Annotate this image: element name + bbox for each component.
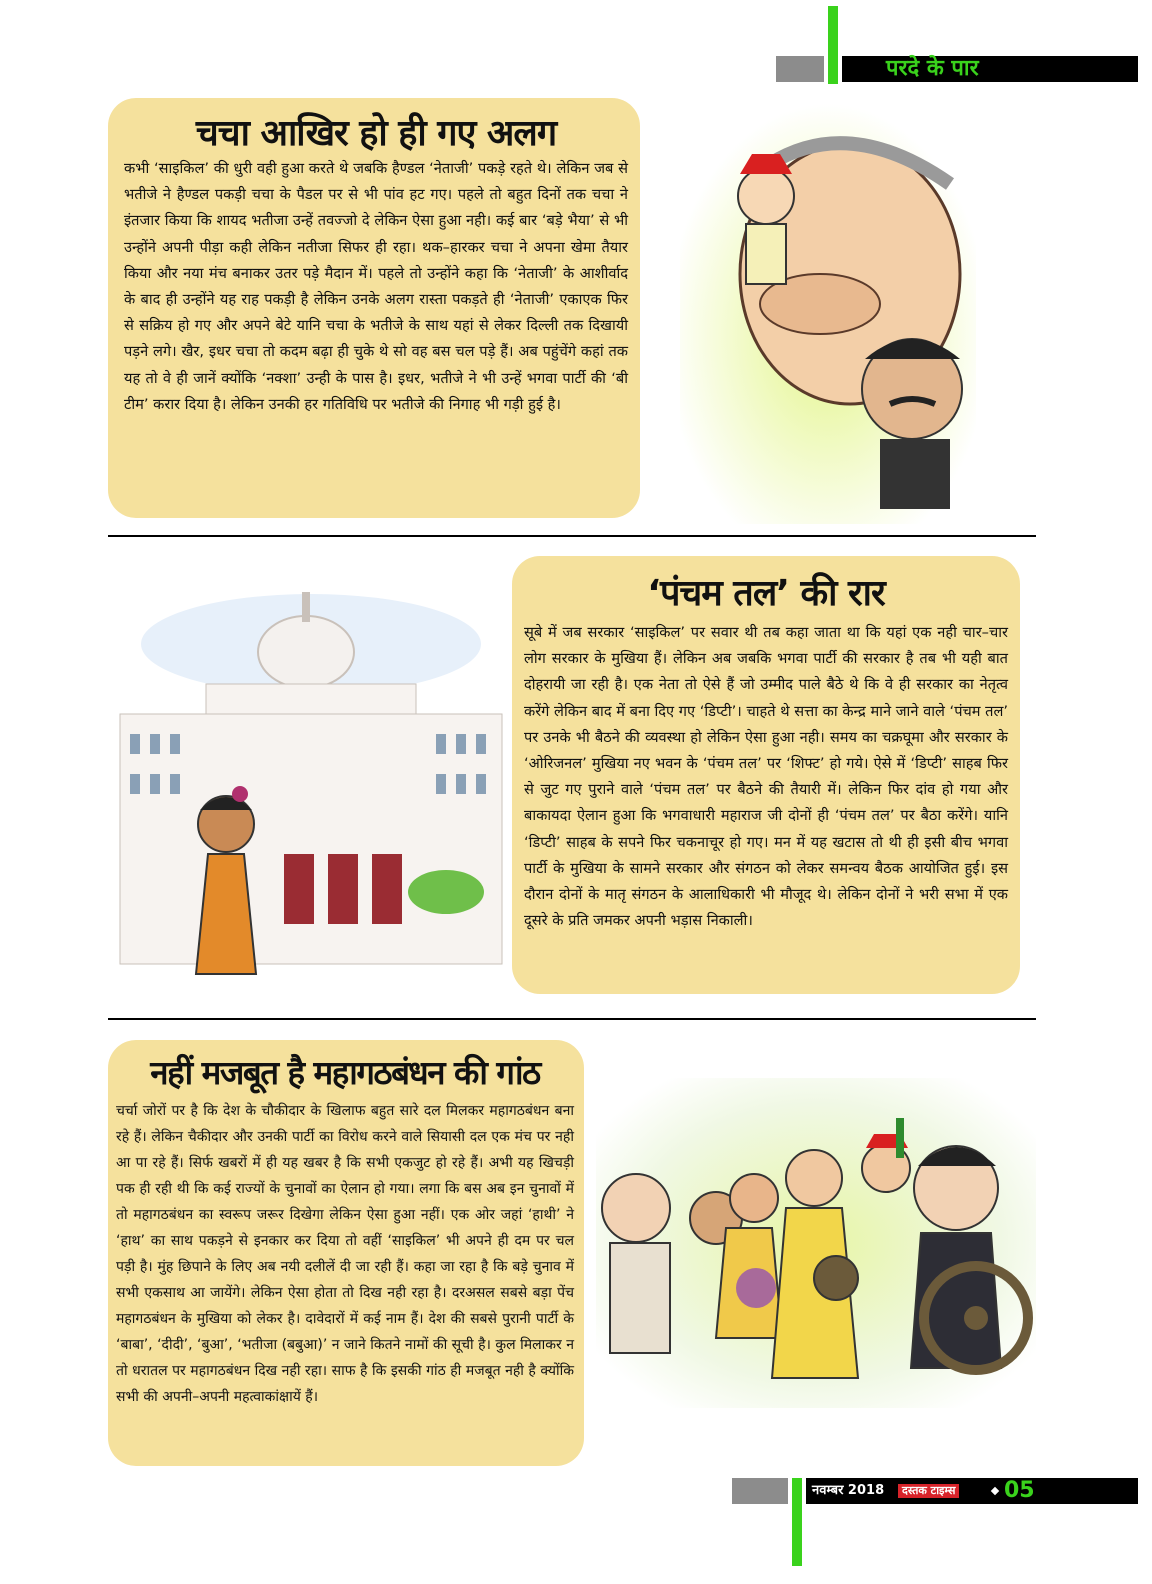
cartoon-illustration-alliance: [596, 1078, 1036, 1408]
article-body: चर्चा जोरों पर है कि देश के चौकीदार के खिलाफ बहुत सारे दल मिलकर महागठबंधन बना रहे हैं। लेकिन चैकीदार और उनकी पार्टी का विरोध करने वाले सियासी दल एक मंच पर नही आ पा रहे हैं। सिर्फ खबरों में ही यह खबर है कि सभी एकजुट हो रहे हैं। अभी यह खिचड़ी पक ही रही थी कि कई राज्यों के चुनावों का ऐलान हो गया। लगा कि बस अब इन चुनावों में तो महागठबंधन का स्वरूप जरूर दिखेगा लेकिन ऐसा हुआ नहीं। एक ओर जहां ‘हाथी’ ने ‘हाथ’ का साथ पकड़ने से इनकार कर दिया तो वहीं ‘साइकिल’ भी अपने ही दम पर चल पड़ी है। मुंह छिपाने के लिए अब नयी दलीलें दी जा रही हैं। कहा जा रहा है कि बड़े चुनाव में सभी एकसाथ आ जायेंगे। लेकिन ऐसा होता तो दिख नही रहा है। दरअसल सबसे बड़ा पेंच महागठबंधन के मुखिया को लेकर है। दावेदारों में कई नाम हैं। देश की सबसे पुरानी पार्टी के ‘बाबा’, ‘दीदी’, ‘बुआ’, ‘भतीजा (बबुआ)’ न जाने कितने नामों की सूची है। कुल मिलाकर न तो धरातल पर महागठबंधन दिख नही रहा। साफ है कि इसकी गांठ ही मजबूत नही है क्योंकि सभी की अपनी–अपनी महत्वाकांक्षायें हैं।: [116, 1103, 574, 1405]
article-card-1: [108, 98, 640, 518]
article-title: नहीं मजबूत है महागठबंधन की गांठ: [150, 1053, 540, 1092]
section-title: परदे के पार: [842, 56, 1138, 82]
bullet-icon: [991, 1487, 999, 1495]
header-green-stripe: [828, 6, 838, 84]
page-number: 05: [1004, 1478, 1035, 1503]
header-gray-block: [776, 56, 824, 82]
divider-2: [108, 1018, 1036, 1020]
article-title: चचा आखिर हो ही गए अलग: [195, 113, 557, 154]
article-body: कभी ‘साइकिल’ की धुरी वही हुआ करते थे जबकि हैण्डल ‘नेताजी’ पकड़े रहते थे। लेकिन जब से भतीजे ने हैण्डल पकड़ी चचा के पैडल पर से भी पांव हट गए। पहले तो बहुत दिनों तक चचा ने इंतजार किया कि शायद भतीजा उन्हें तवज्जो दे लेकिन ऐसा हुआ नही। कई बार ‘बड़े भैया’ से भी उन्होंने अपनी पीड़ा कही लेकिन नतीजा सिफर ही रहा। थक–हारकर चचा ने अपना खेमा तैयार किया और नया मंच बनाकर उतर पड़े मैदान में। पहले तो उन्होंने कहा कि ‘नेताजी’ के आशीर्वाद के बाद ही उन्होंने यह राह पकड़ी है लेकिन उनके अलग रास्ता पकड़ते ही ‘नेताजी’ एकाएक फिर से सक्रिय हो गए और अपने बेटे यानि चचा के भतीजे के साथ यहां से लेकर दिल्ली तक दिखायी पड़ने लगे। खैर, इधर चचा तो कदम बढ़ा ही चुके थे सो वह बस चल पड़े हैं। अब पहुंचेंगे कहां तक यह तो वे ही जानें क्योंकि ‘नक्शा’ उन्ही के पास है। इधर, भतीजे ने भी उन्हें भगवा पार्टी की ‘बी टीम’ करार दिया है। लेकिन उनकी हर गतिविधि पर भतीजे की निगाह भी गड़ी हुई है।: [124, 160, 628, 413]
article-card-2: [512, 556, 1020, 994]
footer-green-stripe: [792, 1478, 802, 1566]
article-title: ‘पंचम तल’ की रार: [647, 573, 885, 614]
article-body: सूबे में जब सरकार ‘साइकिल’ पर सवार थी तब कहा जाता था कि यहां एक नही चार–चार लोग सरकार के मुखिया हैं। लेकिन अब जबकि भगवा पार्टी की सरकार है तब भी यही बात दोहरायी जा रही है। एक नेता तो ऐसे हैं जो उम्मीद पाले बैठे थे कि वे ही सरकार का नेतृत्व करेंगे लेकिन बाद में बना दिए गए ‘डिप्टी’। चाहते थे सत्ता का केन्द्र माने जाने वाले ‘पंचम तल’ पर उनके भी बैठने की व्यवस्था हो लेकिन ऐसा हुआ नही। समय का चक्रघूमा और सरकार के ‘ओरिजनल’ मुखिया नए भवन के ‘पंचम तल’ पर ‘शिफ्ट’ हो गये। ऐसे में ‘डिप्टी’ साहब फिर से जुट गए पुराने वाले ‘पंचम तल’ पर बैठने की तैयारी में। लेकिन फिर दांव हो गया और बाकायदा ऐलान हुआ कि भगवाधारी महाराज जी दोनों ही ‘पंचम तल’ पर बैठा करेंगे। यानि ‘डिप्टी’ साहब के सपने फिर चकनाचूर हो गए। मन में यह खटास तो थी ही इसी बीच भगवा पार्टी के मुखिया के सामने सरकार और संगठन को लेकर समन्वय बैठक आयोजित हुई। इस दौरान दोनों के मातृ संगठन के आलाधिकारी भी मौजूद थे। लेकिन दोनों ने भरी सभा में एक दूसरे के प्रति जमकर अपनी भड़ास निकाली।: [524, 624, 1008, 930]
footer-gray-block: [732, 1478, 788, 1504]
brand-logo: दस्तक टाइम्स: [898, 1484, 959, 1498]
cartoon-illustration-leaders: [680, 104, 976, 524]
issue-date: नवम्बर 2018: [812, 1483, 885, 1498]
building-illustration: [116, 574, 506, 994]
divider-1: [108, 535, 1036, 537]
footer-bar: [806, 1478, 1138, 1504]
article-card-3: [108, 1040, 584, 1466]
